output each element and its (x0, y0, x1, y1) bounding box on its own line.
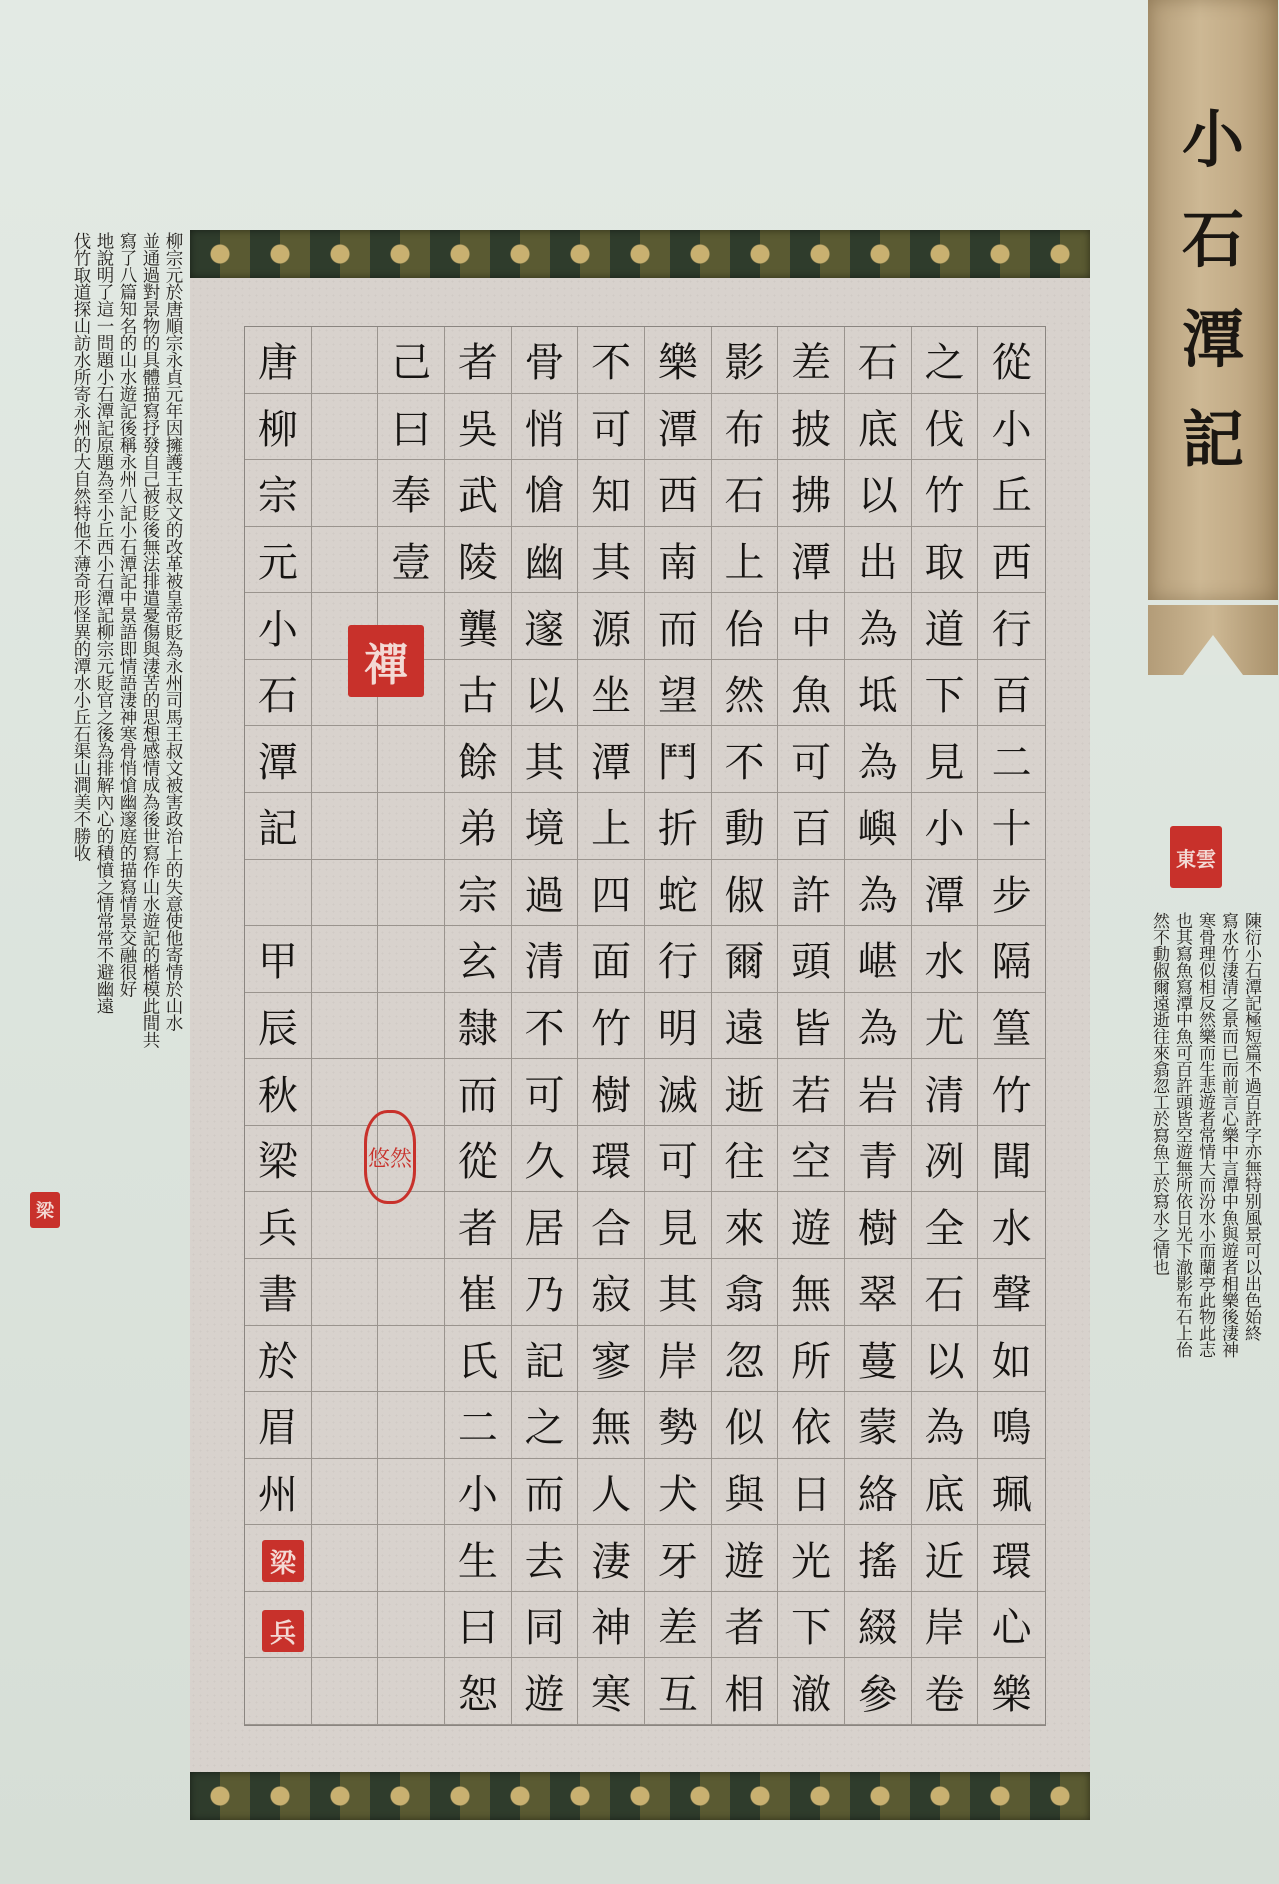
grid-cell: 遠 (712, 993, 779, 1060)
grid-cell: 從 (978, 327, 1045, 394)
grid-cell: 吳 (445, 394, 512, 461)
seal-small-1: 梁 (262, 1540, 304, 1582)
left-commentary (22, 232, 184, 1442)
grid-cell: 伐 (912, 394, 979, 461)
grid-cell: 潭 (912, 860, 979, 927)
grid-cell (312, 327, 379, 394)
grid-cell: 相 (712, 1658, 779, 1725)
grid-cell: 龔 (445, 593, 512, 660)
grid-cell: 清 (512, 926, 579, 993)
grid-cell (312, 394, 379, 461)
grid-cell: 互 (645, 1658, 712, 1725)
grid-cell: 似 (712, 1392, 779, 1459)
grid-cell: 二 (978, 726, 1045, 793)
grid-cell: 與 (712, 1459, 779, 1526)
grid-cell (312, 1192, 379, 1259)
grid-cell (378, 860, 445, 927)
grid-cell: 望 (645, 660, 712, 727)
grid-cell: 中 (778, 593, 845, 660)
grid-cell: 其 (578, 527, 645, 594)
scroll-brocade-top (190, 230, 1090, 278)
grid-cell: 滅 (645, 1059, 712, 1126)
grid-cell: 皆 (778, 993, 845, 1060)
grid-cell: 聲 (978, 1259, 1045, 1326)
grid-cell: 恕 (445, 1658, 512, 1725)
grid-cell: 去 (512, 1525, 579, 1592)
grid-cell: 從 (445, 1126, 512, 1193)
grid-cell: 面 (578, 926, 645, 993)
grid-cell: 者 (445, 327, 512, 394)
grid-cell (312, 1525, 379, 1592)
grid-cell: 魚 (778, 660, 845, 727)
grid-cell: 環 (978, 1525, 1045, 1592)
grid-cell (378, 726, 445, 793)
grid-cell: 鳴 (978, 1392, 1045, 1459)
grid-cell: 而 (445, 1059, 512, 1126)
grid-cell: 見 (645, 1192, 712, 1259)
grid-cell: 石 (245, 660, 312, 727)
grid-cell: 為 (845, 993, 912, 1060)
grid-cell: 明 (645, 993, 712, 1060)
grid-cell: 寥 (578, 1326, 645, 1393)
grid-cell: 唐 (245, 327, 312, 394)
grid-cell: 二 (445, 1392, 512, 1459)
grid-cell: 參 (845, 1658, 912, 1725)
grid-cell: 不 (712, 726, 779, 793)
grid-cell: 鬥 (645, 726, 712, 793)
grid-cell: 聞 (978, 1126, 1045, 1193)
grid-cell (312, 1259, 379, 1326)
grid-cell: 小 (912, 793, 979, 860)
grid-cell: 綴 (845, 1592, 912, 1659)
grid-cell (312, 926, 379, 993)
grid-cell: 若 (778, 1059, 845, 1126)
grid-cell: 乃 (512, 1259, 579, 1326)
grid-cell: 無 (778, 1259, 845, 1326)
grid-cell: 石 (712, 460, 779, 527)
grid-cell: 之 (512, 1392, 579, 1459)
grid-cell: 樹 (845, 1192, 912, 1259)
grid-cell: 岩 (845, 1059, 912, 1126)
title-char: 記 (1181, 403, 1244, 476)
title-char: 小 (1181, 103, 1244, 176)
grid-cell: 寒 (578, 1658, 645, 1725)
grid-cell: 生 (445, 1525, 512, 1592)
commentary-column: 寫了八篇知名的山水遊記後稱永州八記小石潭記中景語即情語淒神寒骨悄愴幽邃庭的描寫情景交融很好 (117, 232, 137, 997)
grid-cell: 行 (978, 593, 1045, 660)
grid-cell (312, 860, 379, 927)
grid-cell: 可 (645, 1126, 712, 1193)
grid-cell: 甲 (245, 926, 312, 993)
grid-cell: 奉 (378, 460, 445, 527)
grid-cell: 珮 (978, 1459, 1045, 1526)
grid-cell: 十 (978, 793, 1045, 860)
grid-cell: 弟 (445, 793, 512, 860)
grid-cell: 寂 (578, 1259, 645, 1326)
grid-cell: 遊 (512, 1658, 579, 1725)
grid-cell: 嵁 (845, 926, 912, 993)
grid-cell: 水 (978, 1192, 1045, 1259)
grid-cell: 蒙 (845, 1392, 912, 1459)
grid-cell: 絡 (845, 1459, 912, 1526)
grid-cell: 俶 (712, 860, 779, 927)
grid-cell: 餘 (445, 726, 512, 793)
grid-cell: 可 (578, 394, 645, 461)
grid-cell: 逝 (712, 1059, 779, 1126)
grid-cell: 不 (578, 327, 645, 394)
grid-cell: 過 (512, 860, 579, 927)
grid-cell: 坐 (578, 660, 645, 727)
grid-cell: 不 (512, 993, 579, 1060)
grid-cell (245, 1658, 312, 1725)
grid-cell (378, 1525, 445, 1592)
grid-cell: 同 (512, 1592, 579, 1659)
grid-cell: 竹 (912, 460, 979, 527)
grid-cell: 牙 (645, 1525, 712, 1592)
grid-cell (312, 460, 379, 527)
grid-cell: 州 (245, 1459, 312, 1526)
grid-cell: 而 (512, 1459, 579, 1526)
grid-cell: 竹 (578, 993, 645, 1060)
grid-cell (378, 1392, 445, 1459)
commentary-column: 並通過對景物的具體描寫抒發自己被貶後無法排遣憂傷與淒苦的思想感情成為後世寫作山水遊記的楷模此間共 (140, 232, 160, 1048)
grid-cell: 氏 (445, 1326, 512, 1393)
grid-cell (378, 993, 445, 1060)
grid-cell: 行 (645, 926, 712, 993)
commentary-column: 地說明了這一問題小石潭記原題為至小丘西小石潭記柳宗元貶官之後為排解內心的積憤之情常常不避幽遠 (94, 232, 114, 1014)
scroll-brocade-bottom (190, 1772, 1090, 1820)
grid-cell (312, 1326, 379, 1393)
grid-cell: 取 (912, 527, 979, 594)
grid-cell: 幽 (512, 527, 579, 594)
grid-cell: 空 (778, 1126, 845, 1193)
grid-cell: 上 (712, 527, 779, 594)
grid-cell (312, 1592, 379, 1659)
grid-cell: 光 (778, 1525, 845, 1592)
grid-cell: 愴 (512, 460, 579, 527)
grid-cell: 記 (512, 1326, 579, 1393)
grid-cell: 以 (845, 460, 912, 527)
grid-cell: 近 (912, 1525, 979, 1592)
grid-cell: 丘 (978, 460, 1045, 527)
grid-cell: 西 (978, 527, 1045, 594)
grid-cell: 書 (245, 1259, 312, 1326)
grid-cell: 翠 (845, 1259, 912, 1326)
grid-cell: 無 (578, 1392, 645, 1459)
commentary-column: 也其寫魚寫潭中魚可百許頭皆空遊無所依日光下澈影布石上佁 (1172, 912, 1192, 1358)
grid-cell: 淒 (578, 1525, 645, 1592)
grid-cell: 頭 (778, 926, 845, 993)
grid-cell: 者 (712, 1592, 779, 1659)
grid-cell: 源 (578, 593, 645, 660)
grid-cell: 差 (645, 1592, 712, 1659)
grid-cell: 小 (445, 1459, 512, 1526)
grid-cell: 南 (645, 527, 712, 594)
grid-cell (378, 1658, 445, 1725)
grid-cell: 潭 (778, 527, 845, 594)
grid-cell: 記 (245, 793, 312, 860)
commentary-column: 柳宗元於唐順宗永貞元年因擁護王叔文的改革被皇帝貶為永州司馬王叔文被害政治上的失意使他寄情於山水 (163, 232, 183, 1031)
grid-cell (312, 527, 379, 594)
grid-cell: 曰 (445, 1592, 512, 1659)
grid-cell: 潭 (645, 394, 712, 461)
grid-cell (245, 860, 312, 927)
calligraphy-grid (244, 326, 1046, 1726)
seal-left-commentary: 梁 (30, 1192, 60, 1228)
grid-cell: 石 (845, 327, 912, 394)
title-char: 石 (1181, 203, 1244, 276)
grid-cell: 水 (912, 926, 979, 993)
commentary-column: 然不動俶爾遠逝往來翕忽工於寫魚工於寫水之情也 (1149, 912, 1169, 1275)
grid-cell: 者 (445, 1192, 512, 1259)
title-banner-tab (1148, 605, 1278, 675)
grid-cell: 上 (578, 793, 645, 860)
grid-cell (312, 793, 379, 860)
grid-cell: 小 (978, 394, 1045, 461)
grid-cell: 底 (912, 1459, 979, 1526)
grid-cell: 蛇 (645, 860, 712, 927)
seal-right-commentary: 東雲 (1170, 826, 1222, 888)
grid-cell: 為 (845, 860, 912, 927)
grid-cell: 柳 (245, 394, 312, 461)
grid-cell: 底 (845, 394, 912, 461)
grid-cell: 心 (978, 1592, 1045, 1659)
grid-cell: 小 (245, 593, 312, 660)
grid-cell: 出 (845, 527, 912, 594)
grid-cell: 篁 (978, 993, 1045, 1060)
grid-cell: 之 (912, 327, 979, 394)
grid-cell: 宗 (245, 460, 312, 527)
grid-cell: 道 (912, 593, 979, 660)
grid-cell: 潭 (245, 726, 312, 793)
grid-cell: 翕 (712, 1259, 779, 1326)
seal-main: 禪 (348, 625, 424, 697)
grid-cell (312, 1059, 379, 1126)
grid-cell: 為 (845, 726, 912, 793)
grid-cell: 布 (712, 394, 779, 461)
grid-cell: 骨 (512, 327, 579, 394)
grid-cell: 以 (912, 1326, 979, 1393)
grid-cell: 為 (912, 1392, 979, 1459)
grid-cell (378, 793, 445, 860)
grid-cell: 搖 (845, 1525, 912, 1592)
grid-cell: 石 (912, 1259, 979, 1326)
grid-cell: 坻 (845, 660, 912, 727)
grid-cell: 忽 (712, 1326, 779, 1393)
grid-cell: 可 (512, 1059, 579, 1126)
grid-cell: 其 (645, 1259, 712, 1326)
grid-cell: 冽 (912, 1126, 979, 1193)
grid-cell: 崔 (445, 1259, 512, 1326)
grid-cell: 犬 (645, 1459, 712, 1526)
grid-cell: 百 (978, 660, 1045, 727)
grid-cell: 岸 (645, 1326, 712, 1393)
page-title (1148, 90, 1278, 490)
grid-cell: 居 (512, 1192, 579, 1259)
grid-cell: 陵 (445, 527, 512, 594)
grid-cell: 己 (378, 327, 445, 394)
grid-cell (312, 726, 379, 793)
grid-cell: 梁 (245, 1126, 312, 1193)
grid-cell: 卷 (912, 1658, 979, 1725)
grid-cell: 全 (912, 1192, 979, 1259)
grid-cell: 所 (778, 1326, 845, 1393)
grid-cell: 青 (845, 1126, 912, 1193)
grid-cell (312, 1658, 379, 1725)
seal-small-2: 兵 (262, 1610, 304, 1652)
grid-cell: 百 (778, 793, 845, 860)
grid-cell: 兵 (245, 1192, 312, 1259)
grid-cell: 而 (645, 593, 712, 660)
grid-cell: 樹 (578, 1059, 645, 1126)
grid-cell (378, 1259, 445, 1326)
grid-cell: 眉 (245, 1392, 312, 1459)
grid-cell: 蔓 (845, 1326, 912, 1393)
grid-cell: 於 (245, 1326, 312, 1393)
commentary-column: 陳衍小石潭記極短篇不過百許字亦無特别風景可以出色始終 (1241, 912, 1261, 1341)
grid-cell (312, 1459, 379, 1526)
grid-cell: 為 (845, 593, 912, 660)
commentary-column: 寫水竹淒清之景而已而前言心樂中言潭中魚與遊者相樂後淒神 (1218, 912, 1238, 1358)
grid-cell (312, 1392, 379, 1459)
grid-cell: 勢 (645, 1392, 712, 1459)
grid-cell (378, 1459, 445, 1526)
grid-cell: 步 (978, 860, 1045, 927)
grid-cell: 邃 (512, 593, 579, 660)
grid-cell: 隸 (445, 993, 512, 1060)
grid-cell (312, 993, 379, 1060)
grid-cell: 合 (578, 1192, 645, 1259)
grid-cell: 久 (512, 1126, 579, 1193)
grid-cell: 遊 (778, 1192, 845, 1259)
grid-cell: 古 (445, 660, 512, 727)
grid-cell: 境 (512, 793, 579, 860)
seal-oval: 悠然 (364, 1110, 416, 1204)
grid-cell: 人 (578, 1459, 645, 1526)
grid-cell: 環 (578, 1126, 645, 1193)
grid-cell: 許 (778, 860, 845, 927)
grid-cell: 隔 (978, 926, 1045, 993)
grid-cell (378, 1592, 445, 1659)
grid-cell: 以 (512, 660, 579, 727)
grid-cell: 來 (712, 1192, 779, 1259)
grid-cell: 可 (778, 726, 845, 793)
grid-cell: 尤 (912, 993, 979, 1060)
grid-cell: 潭 (578, 726, 645, 793)
grid-cell: 依 (778, 1392, 845, 1459)
grid-cell (378, 926, 445, 993)
grid-cell: 神 (578, 1592, 645, 1659)
grid-cell: 澈 (778, 1658, 845, 1725)
grid-cell: 往 (712, 1126, 779, 1193)
grid-cell: 武 (445, 460, 512, 527)
grid-cell: 宗 (445, 860, 512, 927)
grid-cell: 影 (712, 327, 779, 394)
grid-cell: 下 (778, 1592, 845, 1659)
grid-cell: 悄 (512, 394, 579, 461)
grid-cell: 壹 (378, 527, 445, 594)
grid-cell: 辰 (245, 993, 312, 1060)
grid-cell: 知 (578, 460, 645, 527)
grid-cell: 元 (245, 527, 312, 594)
grid-cell: 西 (645, 460, 712, 527)
grid-cell: 動 (712, 793, 779, 860)
grid-cell: 佁 (712, 593, 779, 660)
grid-cell (378, 1326, 445, 1393)
grid-cell: 然 (712, 660, 779, 727)
grid-cell: 拂 (778, 460, 845, 527)
grid-cell: 其 (512, 726, 579, 793)
title-char: 潭 (1181, 303, 1244, 376)
grid-cell: 秋 (245, 1059, 312, 1126)
grid-cell: 爾 (712, 926, 779, 993)
grid-cell: 差 (778, 327, 845, 394)
commentary-column: 伐竹取道探山訪水所寄永州的大自然特他不薄奇形怪異的潭水小丘石渠山澗美不勝收 (71, 232, 91, 861)
grid-cell: 見 (912, 726, 979, 793)
grid-cell: 嶼 (845, 793, 912, 860)
grid-cell: 如 (978, 1326, 1045, 1393)
grid-cell: 折 (645, 793, 712, 860)
grid-cell: 曰 (378, 394, 445, 461)
grid-cell: 樂 (645, 327, 712, 394)
grid-cell: 日 (778, 1459, 845, 1526)
grid-cell: 遊 (712, 1525, 779, 1592)
grid-cell: 樂 (978, 1658, 1045, 1725)
grid-cell: 竹 (978, 1059, 1045, 1126)
grid-cell: 披 (778, 394, 845, 461)
grid-cell: 下 (912, 660, 979, 727)
grid-cell: 岸 (912, 1592, 979, 1659)
right-commentary (1122, 912, 1262, 1612)
grid-cell: 清 (912, 1059, 979, 1126)
grid-cell: 四 (578, 860, 645, 927)
grid-cell: 玄 (445, 926, 512, 993)
commentary-column: 寒骨理似相反然樂而生悲遊者常情大而汾水小而蘭亭此物此志 (1195, 912, 1215, 1358)
